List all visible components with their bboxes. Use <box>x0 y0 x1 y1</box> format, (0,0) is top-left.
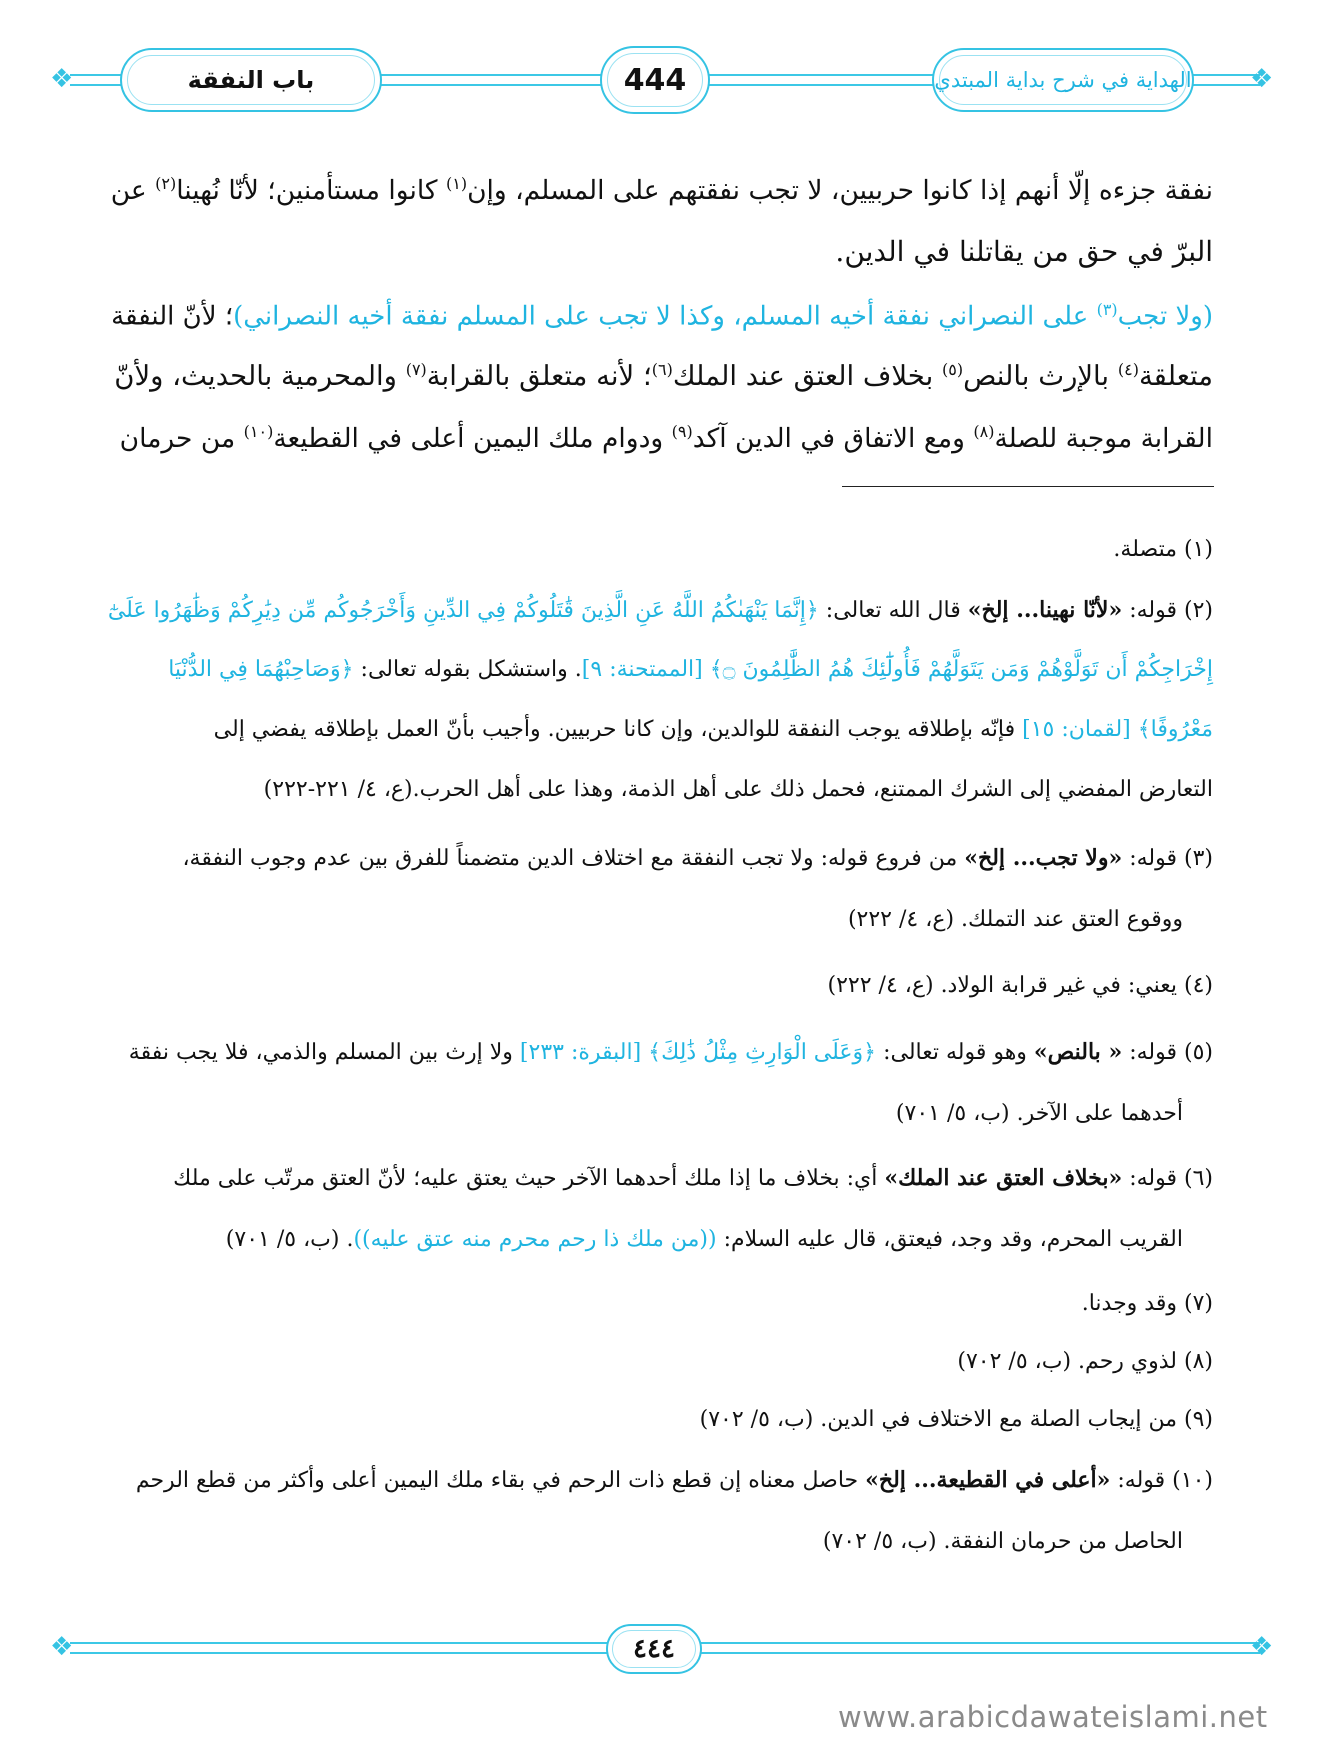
text-segment: القرابة موجبة للصلة <box>994 422 1213 454</box>
footnote-text: (٦) قوله: <box>1122 1166 1213 1191</box>
text-segment: متعلقة <box>1138 360 1213 393</box>
footnote-text: التعارض المفضي إلى الشرك الممتنع، فحمل ذلك على أهل الذمة، وهذا على أهل الحرب.(ع، ٤/ ٢٢١-٢٢٢) <box>263 777 1213 802</box>
footnote-text: (٨) لذوي رحم. (ب، ٥/ ٧٠٢) <box>957 1349 1213 1374</box>
matn-text: على النصراني نفقة أخيه المسلم، وكذا لا تجب على المسلم نفقة أخيه النصراني) <box>233 301 1097 332</box>
footnote-ref[interactable]: (٢) <box>155 174 177 193</box>
quran-verse: إِخْرَاجِكُمْ أَن تَوَلَّوْهُمْ وَمَن يَتَوَلَّهُمْ فَأُولَٰٓئِكَ هُمُ الظَّٰلِمُونَ ۝﴾ [الممتحنة: ٩] <box>581 657 1213 682</box>
text-segment: ودوام ملك اليمين أعلى في القطيعة <box>273 422 672 454</box>
text-segment: ؛ لأنّ النفقة <box>111 301 234 332</box>
footnote-text: ولا إرث بين المسلم والذمي، فلا يجب نفقة <box>128 1040 520 1065</box>
footnote-text: (٤) يعني: في غير قرابة الولاد. (ع، ٤/ ٢٢٢) <box>827 973 1213 998</box>
main-line-4 <box>105 348 1213 398</box>
page-number: 444 <box>623 62 687 98</box>
footnote-ref[interactable]: (٤) <box>1117 360 1139 379</box>
footnote-quote: «أعلى في القطيعة... إلخ» <box>865 1467 1111 1493</box>
footnote-1 <box>105 532 1213 568</box>
text-segment: بالإرث بالنص <box>963 360 1118 393</box>
ornament-right-icon: ❖ <box>1250 64 1274 94</box>
website-url[interactable]: www.arabicdawateislami.net <box>838 1700 1268 1734</box>
footer-page-number: ٤٤٤ <box>633 1634 675 1664</box>
footnote-text: (٩) من إيجاب الصلة مع الاختلاف في الدين. (ب، ٥/ ٧٠٢) <box>699 1407 1213 1432</box>
quran-verse: ﴿وَعَلَى الْوَارِثِ مِثْلُ ذَٰلِكَ﴾ [البقرة: ٢٣٣] <box>519 1040 877 1065</box>
main-line-1 <box>105 162 1213 213</box>
footnote-text: الحاصل من حرمان النفقة. (ب، ٥/ ٧٠٢) <box>822 1529 1183 1554</box>
footnote-5 <box>105 1034 1213 1071</box>
footnote-separator <box>842 486 1214 487</box>
footnote-2-line-3 <box>105 712 1213 748</box>
book-title: الهداية في شرح بداية المبتدي <box>934 68 1192 92</box>
quran-verse: ﴿إِنَّمَا يَنْهَىٰكُمُ اللَّهُ عَنِ الَّذِينَ قَٰتَلُوكُمْ فِي الدِّينِ وَأَخْرَجُوكُم مِّن دِيَٰرِكُمْ وَظَٰهَرُوا عَلَىٰٓ <box>107 598 819 623</box>
footnote-text: أي: بخلاف ما إذا ملك أحدهما الآخر حيث يعتق عليه؛ لأنّ العتق مرتّب على ملك <box>173 1166 885 1191</box>
quran-verse: مَعْرُوفًا﴾ [لقمان: ١٥] <box>1022 717 1213 742</box>
footnote-ref[interactable]: (١) <box>445 174 468 193</box>
footnote-ref[interactable]: (٦) <box>651 360 673 379</box>
ornament-left-icon: ❖ <box>50 1632 74 1662</box>
ornament-left-icon: ❖ <box>50 64 74 94</box>
text-segment: كانوا مستأمنين؛ لأنّا نُهينا <box>176 174 446 206</box>
footnote-text: حاصل معناه إن قطع ذات الرحم في بقاء ملك اليمين أعلى وأكثر من قطع الرحم <box>135 1468 866 1493</box>
ornament-right-icon: ❖ <box>1250 1632 1274 1662</box>
footnote-text: ووقوع العتق عند التملك. (ع، ٤/ ٢٢٢) <box>847 907 1183 932</box>
footnote-3 <box>105 840 1213 877</box>
page-footer <box>0 1620 1325 1680</box>
footnote-ref[interactable]: (٨) <box>973 422 995 441</box>
footnote-text: (٧) وقد وجدنا. <box>1081 1291 1213 1316</box>
footnote-text: القريب المحرم، وقد وجد، فيعتق، قال عليه السلام: <box>716 1227 1183 1252</box>
footnote-quote: « بالنص» <box>1033 1039 1123 1065</box>
footnote-7 <box>105 1286 1213 1322</box>
footnote-text: (٣) قوله: <box>1122 846 1213 871</box>
footnote-9 <box>105 1402 1213 1438</box>
footnote-10 <box>105 1462 1213 1499</box>
text-segment: نفقة جزءه إلّا أنهم إذا كانوا حربيين، لا تجب نفقتهم على المسلم، وإن <box>467 174 1213 206</box>
footnote-text: قال الله تعالى: <box>818 598 968 623</box>
footnote-quote: «بخلاف العتق عند الملك» <box>884 1165 1123 1191</box>
footnote-2-line-4 <box>105 772 1213 808</box>
footnote-6 <box>105 1160 1213 1197</box>
footnote-2 <box>105 592 1213 629</box>
footnote-2-line-2 <box>105 652 1213 688</box>
footnote-quote: «لأنّا نهينا... إلخ» <box>967 597 1123 623</box>
footnote-text: فإنّه بإطلاقه يوجب النفقة للوالدين، وإن كانا حربيين. وأجيب بأنّ العمل بإطلاقه يفضي إلى <box>213 717 1023 742</box>
matn-text: (ولا تجب <box>1117 301 1213 332</box>
footnote-text: (١) متصلة. <box>1113 537 1213 562</box>
text-segment: من حرمان <box>119 422 244 454</box>
text-segment: عن <box>110 174 156 206</box>
text-segment: والمحرمية بالحديث، ولأنّ <box>114 360 406 393</box>
footnote-3-line-2 <box>105 902 1183 938</box>
footnote-5-line-2 <box>105 1096 1183 1132</box>
footnote-8 <box>105 1344 1213 1380</box>
hadith-text: ((من ملك ذا رحم محرم منه عتق عليه)) <box>353 1227 717 1252</box>
footnote-ref[interactable]: (١٠) <box>243 422 274 441</box>
text-segment: بخلاف العتق عند الملك <box>672 360 942 393</box>
quran-verse: ﴿وَصَاحِبْهُمَا فِي الدُّنْيَا <box>168 657 354 682</box>
footnote-text: (١٠) قوله: <box>1110 1468 1213 1493</box>
main-line-3 <box>105 288 1213 339</box>
footnote-ref[interactable]: (٧) <box>405 360 427 379</box>
footnote-text: من فروع قوله: ولا تجب النفقة مع اختلاف الدين متضمناً للفرق بين عدم وجوب النفقة، <box>182 846 965 871</box>
footnote-text: (٥) قوله: <box>1122 1040 1213 1065</box>
footnote-4 <box>105 968 1213 1004</box>
text-segment: البرّ في حق من يقاتلنا في الدين. <box>835 235 1213 268</box>
main-line-2 <box>105 230 1213 274</box>
footnote-ref[interactable]: (٥) <box>941 360 964 379</box>
footnote-text: أحدهما على الآخر. (ب، ٥/ ٧٠١) <box>895 1101 1183 1126</box>
footnote-text: وهو قوله تعالى: <box>876 1040 1034 1065</box>
footer-page-number-box <box>606 1624 702 1674</box>
footnote-text: . (ب، ٥/ ٧٠١) <box>225 1227 354 1252</box>
footnote-text: . واستشكل بقوله تعالى: <box>353 657 582 682</box>
footnote-10-line-2 <box>105 1524 1183 1560</box>
text-segment: ومع الاتفاق في الدين آكد <box>692 422 974 454</box>
chapter-title: باب النفقة <box>187 66 315 94</box>
text-segment: ؛ لأنه متعلق بالقرابة <box>426 360 652 393</box>
footnote-quote: «ولا تجب... إلخ» <box>964 845 1123 871</box>
footnote-text: (٢) قوله: <box>1122 598 1213 623</box>
footnote-6-line-2 <box>105 1222 1183 1258</box>
footnote-ref[interactable]: (٩) <box>671 422 693 441</box>
footnote-ref[interactable]: (٣) <box>1096 300 1118 319</box>
main-line-5 <box>105 410 1213 461</box>
